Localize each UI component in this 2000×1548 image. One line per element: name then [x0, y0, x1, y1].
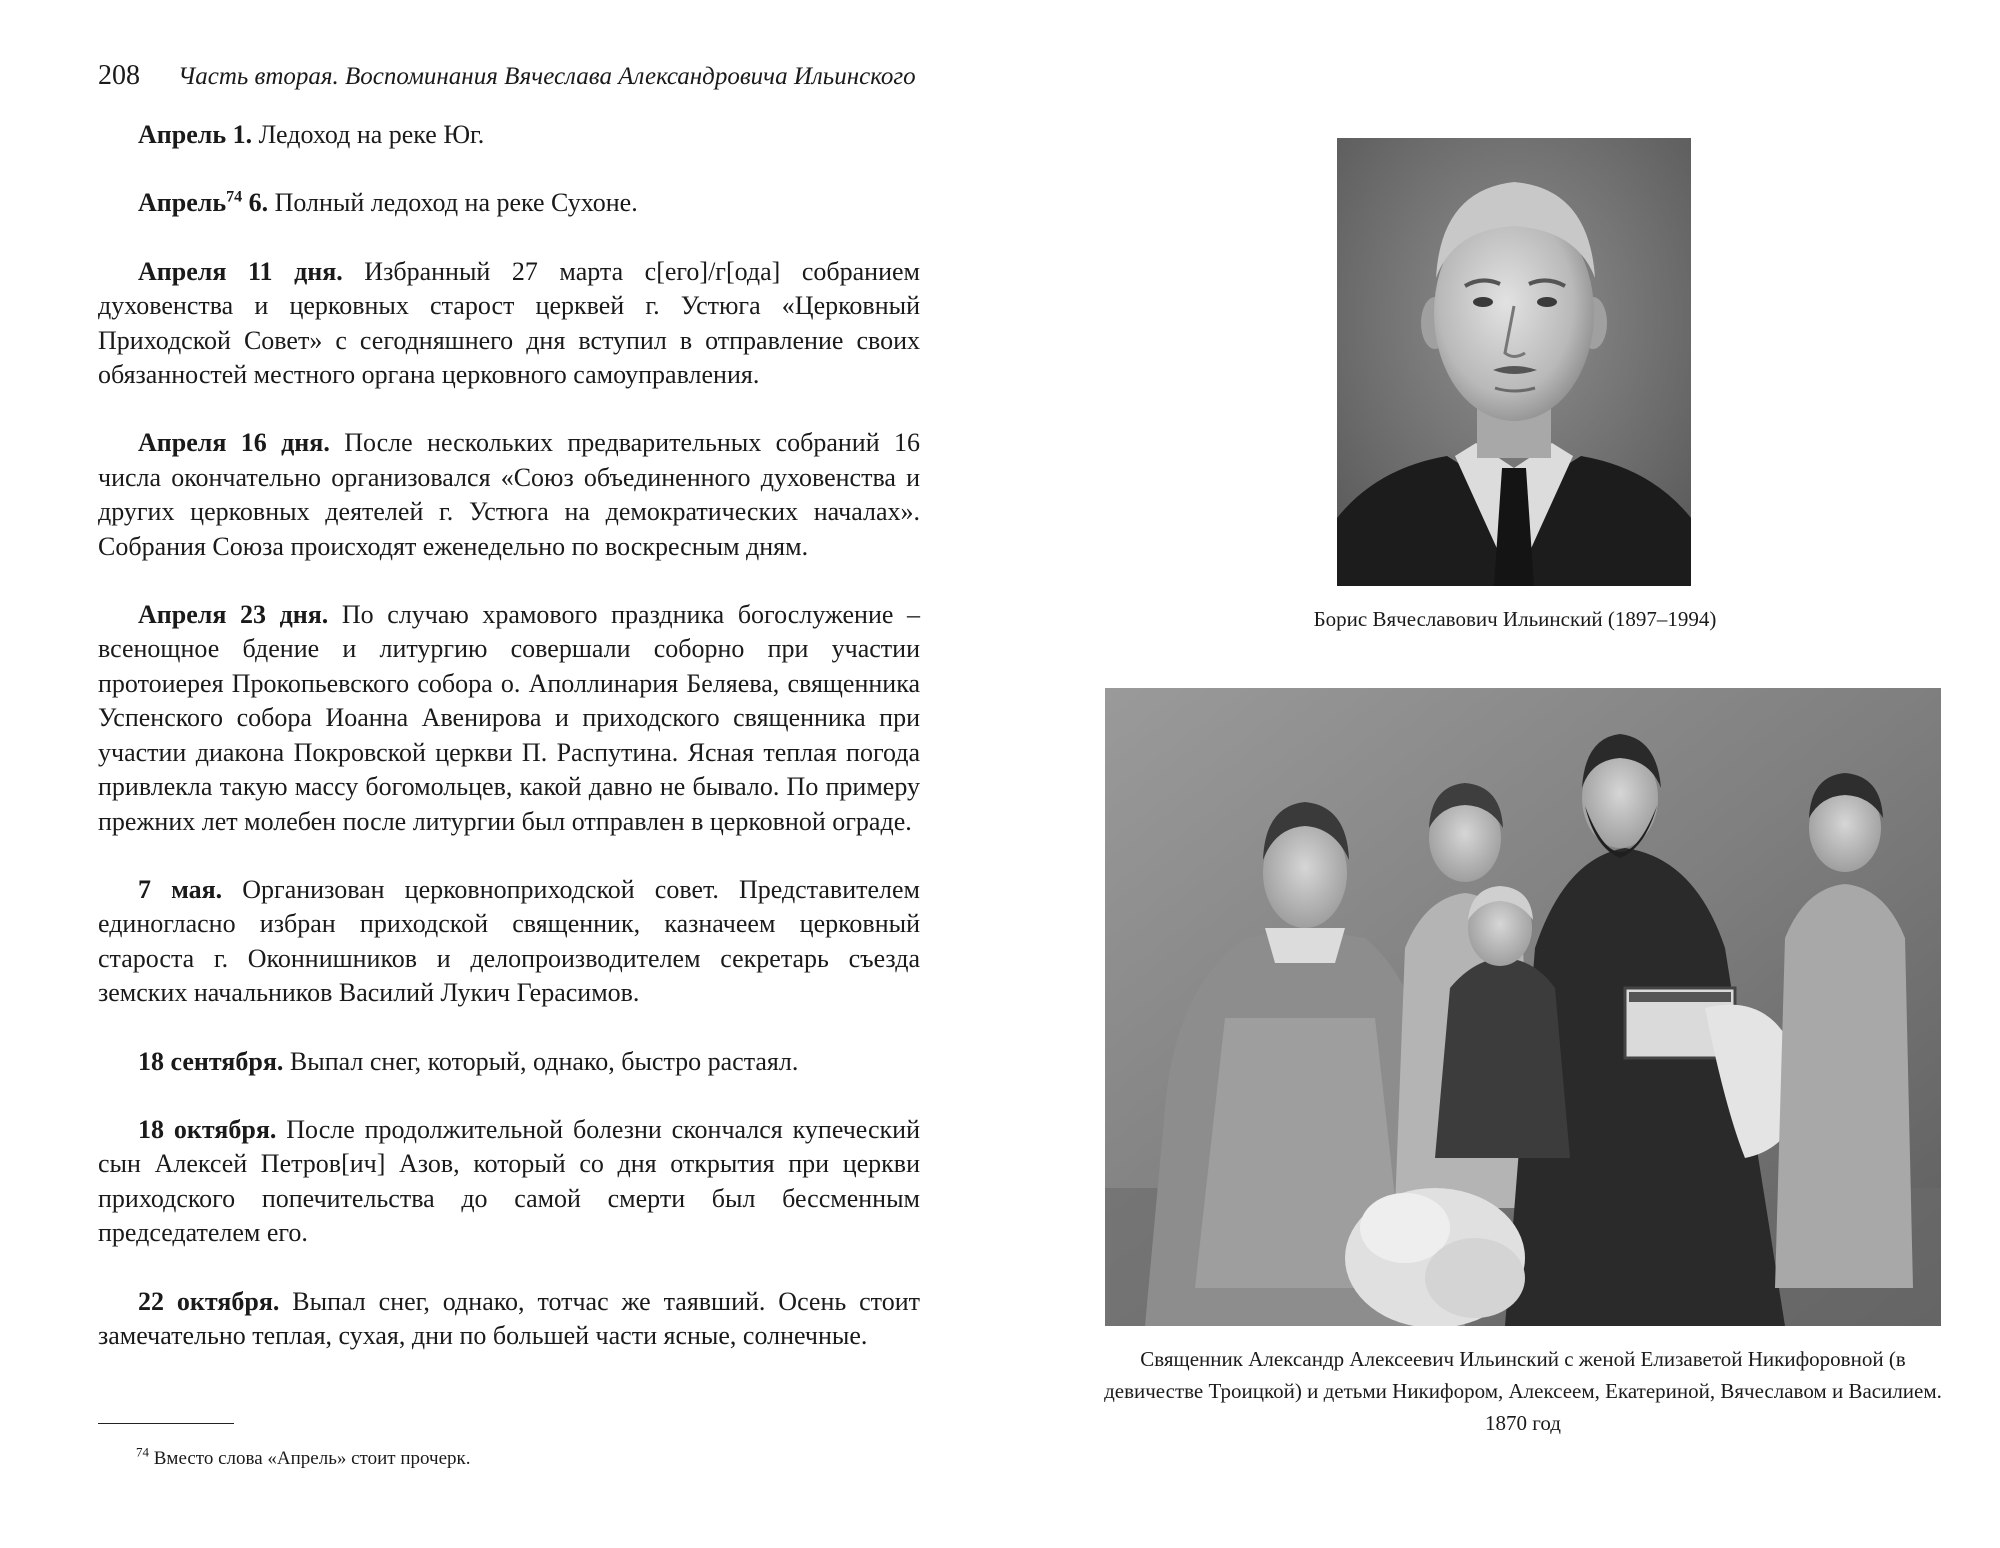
entry-date: 18 сентября. [138, 1046, 284, 1076]
family-photo [1105, 688, 1941, 1326]
entry-april-1 [98, 118, 920, 152]
chronicle-entries [98, 118, 920, 1353]
entry-date [138, 188, 268, 217]
entry-date: Апрель 1. [138, 120, 253, 149]
family-photo-image [1105, 688, 1941, 1326]
entry-date: Апреля 16 дня. [138, 428, 330, 458]
entry-date: 22 октября. [138, 1286, 280, 1316]
entry-april-6 [98, 186, 920, 220]
footnote-mark[interactable]: 74 [226, 188, 243, 206]
entry-april-16 [98, 426, 920, 564]
entry-date: 7 мая. [138, 874, 223, 904]
entry-text: После нескольких предварительных собраний 16 числа окончательно организовался «Союз объединенного духовенства и других церковных деятелей г. Устюга на демократических началах». Собрания Союза происходят еженедельно по воскресным дням. [98, 428, 920, 561]
page-header [98, 60, 958, 100]
entry-april-23 [98, 598, 920, 839]
portrait-photo-image [1337, 138, 1691, 586]
entry-date-month: Апрель [138, 188, 227, 218]
entry-text: Выпал снег, который, однако, быстро растаял. [283, 1046, 799, 1076]
entry-text: По случаю храмового праздника богослужение – всенощное бдение и литургию совершали соборно при участии протоиерея Прокопьевского собора о. Аполлинария Беляева, священника Успенского собора Иоанна Авенирова и приходского священника при участии диакона Покровской церкви П. Распутина. Ясная теплая погода привлекла такую массу богомольцев, какой давно не бывало. По примеру прежних лет молебен после литургии был отправлен в церковной ограде. [98, 600, 921, 836]
footnote-divider [98, 1423, 234, 1424]
entry-date: Апреля 11 дня. [138, 256, 343, 286]
entry-text: Ледоход на реке Юг. [252, 120, 485, 149]
portrait-photo [1337, 138, 1691, 586]
page-number: 208 [98, 60, 140, 91]
right-page [1000, 0, 2000, 1548]
footnote-text: Вместо слова «Апрель» стоит прочерк. [149, 1448, 471, 1469]
footnote-number: 74 [136, 1444, 149, 1460]
entry-may-7 [98, 873, 920, 1011]
entry-date: 18 октября. [138, 1114, 277, 1144]
entry-date: Апреля 23 дня. [138, 600, 329, 630]
entry-text: Избранный 27 марта с[его]/г[ода] собранием духовенства и церковных старост церквей г. Устюга «Церковный Приходской Совет» с сегодняшнего дня вступил в отправление своих обязанностей местного органа церковного самоуправления. [98, 256, 920, 390]
entry-october-18 [98, 1113, 920, 1251]
portrait-caption: Борис Вячеславович Ильинский (1897–1994) [1313, 607, 1717, 631]
entry-september-18 [98, 1045, 920, 1079]
entry-text: После продолжительной болезни скончался купеческий сын Алексей Петров[ич] Азов, который со дня открытия при церкви приходского попечительства до самой смерти был бессменным председателем его. [98, 1114, 920, 1248]
entry-april-11 [98, 255, 920, 393]
family-caption: Священник Александр Алексеевич Ильинский с женой Елизаветой Никифоровной (в девичестве Троицкой) и детьми Никифором, Алексеем, Екатериной, Вячеславом и Василием. 1870 год [1104, 1347, 1942, 1435]
footnote-74 [98, 1446, 920, 1472]
entry-date-day: 6. [242, 188, 269, 218]
entry-october-22 [98, 1285, 920, 1354]
entry-text: Организован церковноприходской совет. Представителем единогласно избран приходской священник, казначеем церковный староста г. Оконнишников и делопроизводителем секретарь съезда земских начальников Василий Лукич Герасимов. [98, 874, 920, 1008]
running-head: Часть вторая. Воспоминания Вячеслава Александровича Ильинского [178, 63, 916, 90]
entry-text: Выпал снег, однако, тотчас же таявший. Осень стоит замечательно теплая, сухая, дни по большей части ясные, солнечные. [98, 1286, 920, 1350]
entry-text: Полный ледоход на реке Сухоне. [268, 188, 638, 218]
